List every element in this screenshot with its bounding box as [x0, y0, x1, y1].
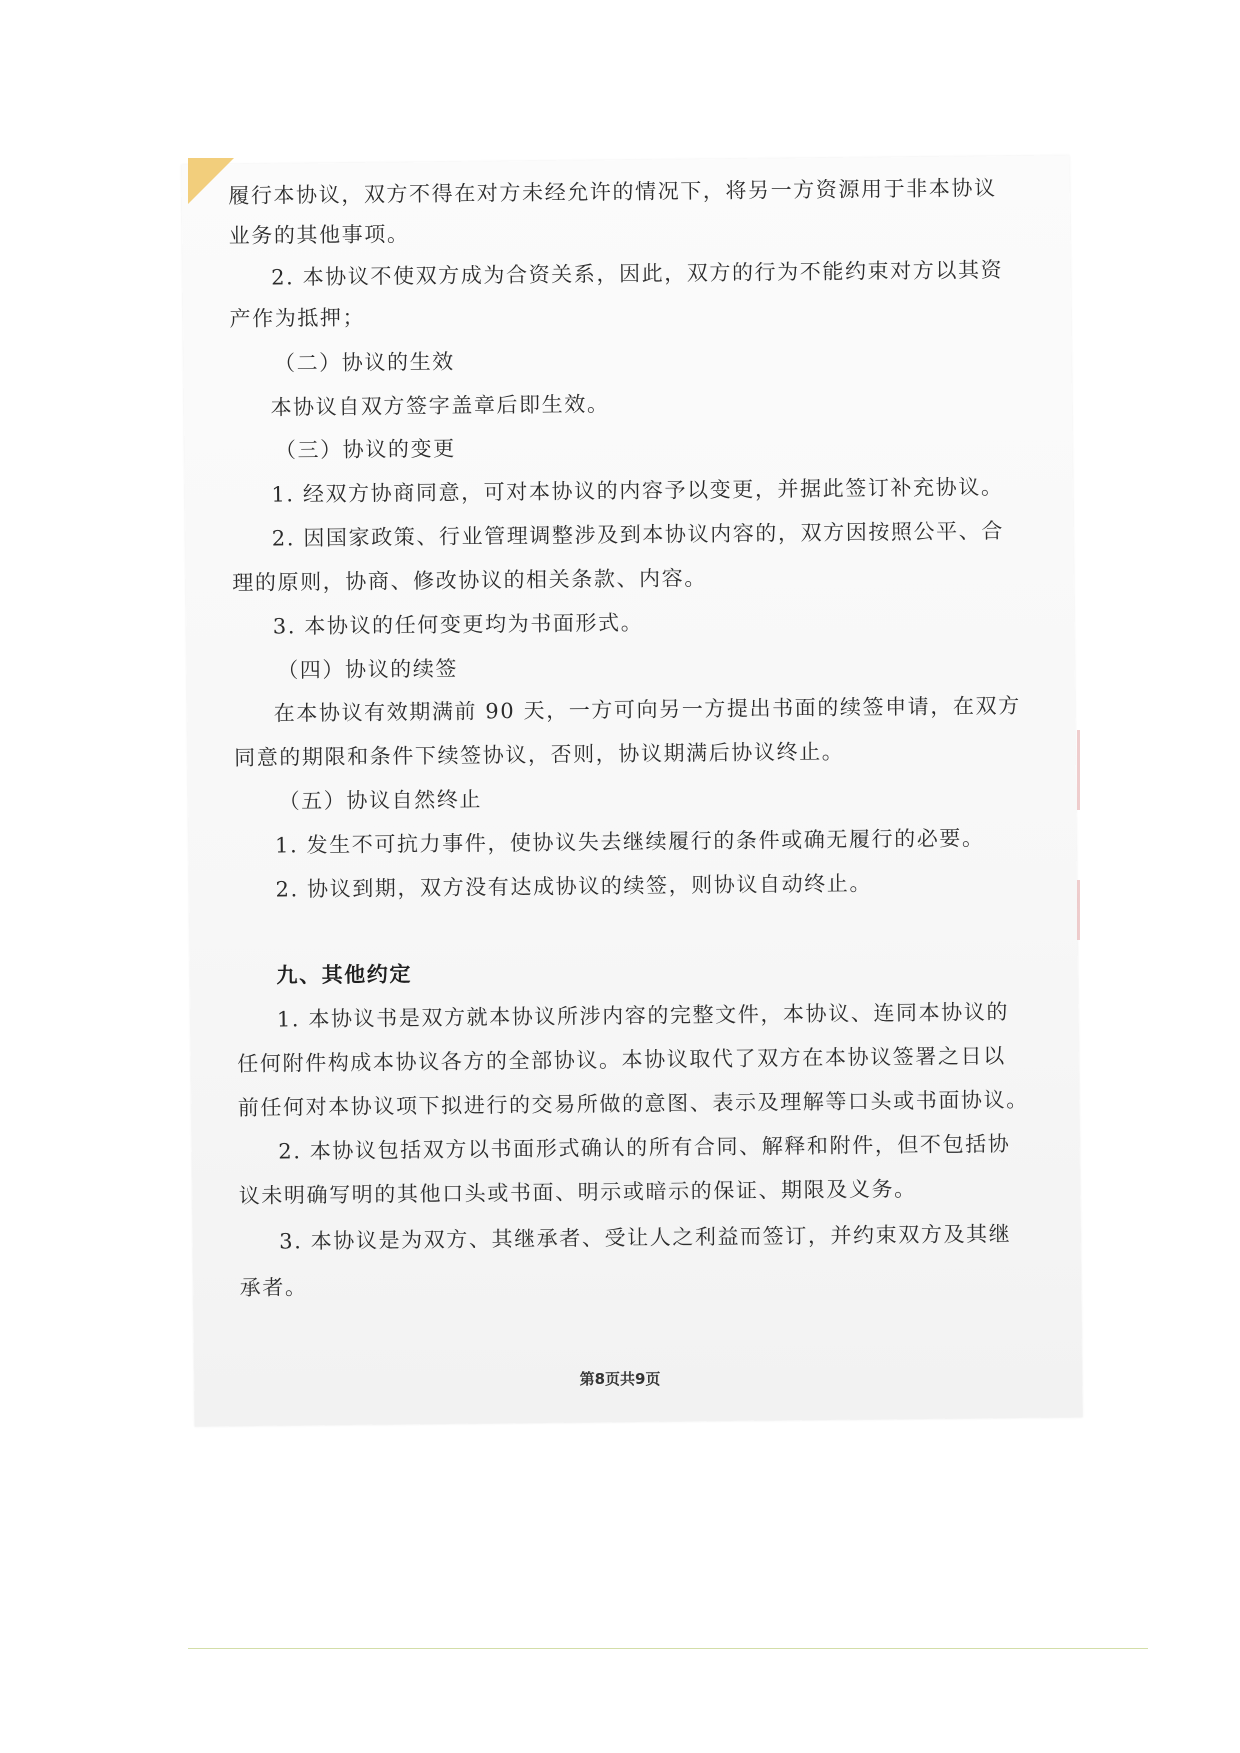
text-line: 本协议自双方签字盖章后即生效。 — [270, 392, 610, 420]
text-line: 议未明确写明的其他口头或书面、明示或暗示的保证、期限及义务。 — [238, 1176, 917, 1208]
text-line: 3. 本协议是为双方、其继承者、受让人之利益而签订，并约束双方及其继 — [279, 1221, 1012, 1254]
text-line: 3. 本协议的任何变更均为书面形式。 — [272, 610, 644, 639]
text-line: 2. 因国家政策、行业管理调整涉及到本协议内容的，双方因按照公平、合 — [271, 518, 1005, 551]
section-heading: （四）协议的续签 — [277, 656, 459, 683]
text-line: 业务的其他事项。 — [228, 222, 410, 248]
text-line: 产作为抵押； — [229, 305, 366, 331]
text-line: 任何附件构成本协议各方的全部协议。本协议取代了双方在本协议签署之日以 — [237, 1043, 1006, 1076]
text-line: 在本协议有效期满前 90 天，一方可向另一方提出书面的续签申请，在双方 — [273, 693, 1021, 726]
footer-divider — [188, 1648, 1148, 1649]
text-line: 履行本协议，双方不得在对方未经允许的情况下，将另一方资源用于非本协议 — [228, 175, 997, 208]
text-line: 承者。 — [239, 1275, 308, 1300]
text-line: 1. 经双方协商同意，可对本协议的内容予以变更，并据此签订补充协议。 — [271, 474, 1004, 507]
section-heading: （五）协议自然终止 — [278, 787, 483, 814]
text-line: 理的原则，协商、修改协议的相关条款、内容。 — [232, 566, 708, 595]
chapter-heading: 九、其他约定 — [276, 961, 413, 988]
text-line: 前任何对本协议项下拟进行的交易所做的意图、表示及理解等口头或书面协议。 — [237, 1087, 1029, 1120]
text-line: 1. 本协议书是双方就本协议所涉内容的完整文件，本协议、连同本协议的 — [276, 999, 1010, 1032]
section-heading: （二）协议的生效 — [273, 349, 455, 376]
text-line: 2. 本协议不使双方成为合资关系，因此，双方的行为不能约束对方以其资 — [271, 257, 1004, 290]
page-number: 第8页共9页 — [579, 1370, 661, 1388]
seal-edge-mark — [1077, 730, 1080, 810]
page-corner-fold — [188, 158, 234, 204]
section-heading: （三）协议的变更 — [274, 436, 456, 463]
text-line: 2. 协议到期，双方没有达成协议的续签，则协议自动终止。 — [275, 871, 873, 902]
text-line: 1. 发生不可抗力事件，使协议失去继续履行的条件或确无履行的必要。 — [274, 826, 985, 858]
text-line: 同意的期限和条件下续签协议，否则，协议期满后协议终止。 — [234, 739, 845, 770]
text-line: 2. 本协议包括双方以书面形式确认的所有合同、解释和附件，但不包括协 — [278, 1131, 1011, 1164]
seal-edge-mark — [1077, 880, 1080, 940]
